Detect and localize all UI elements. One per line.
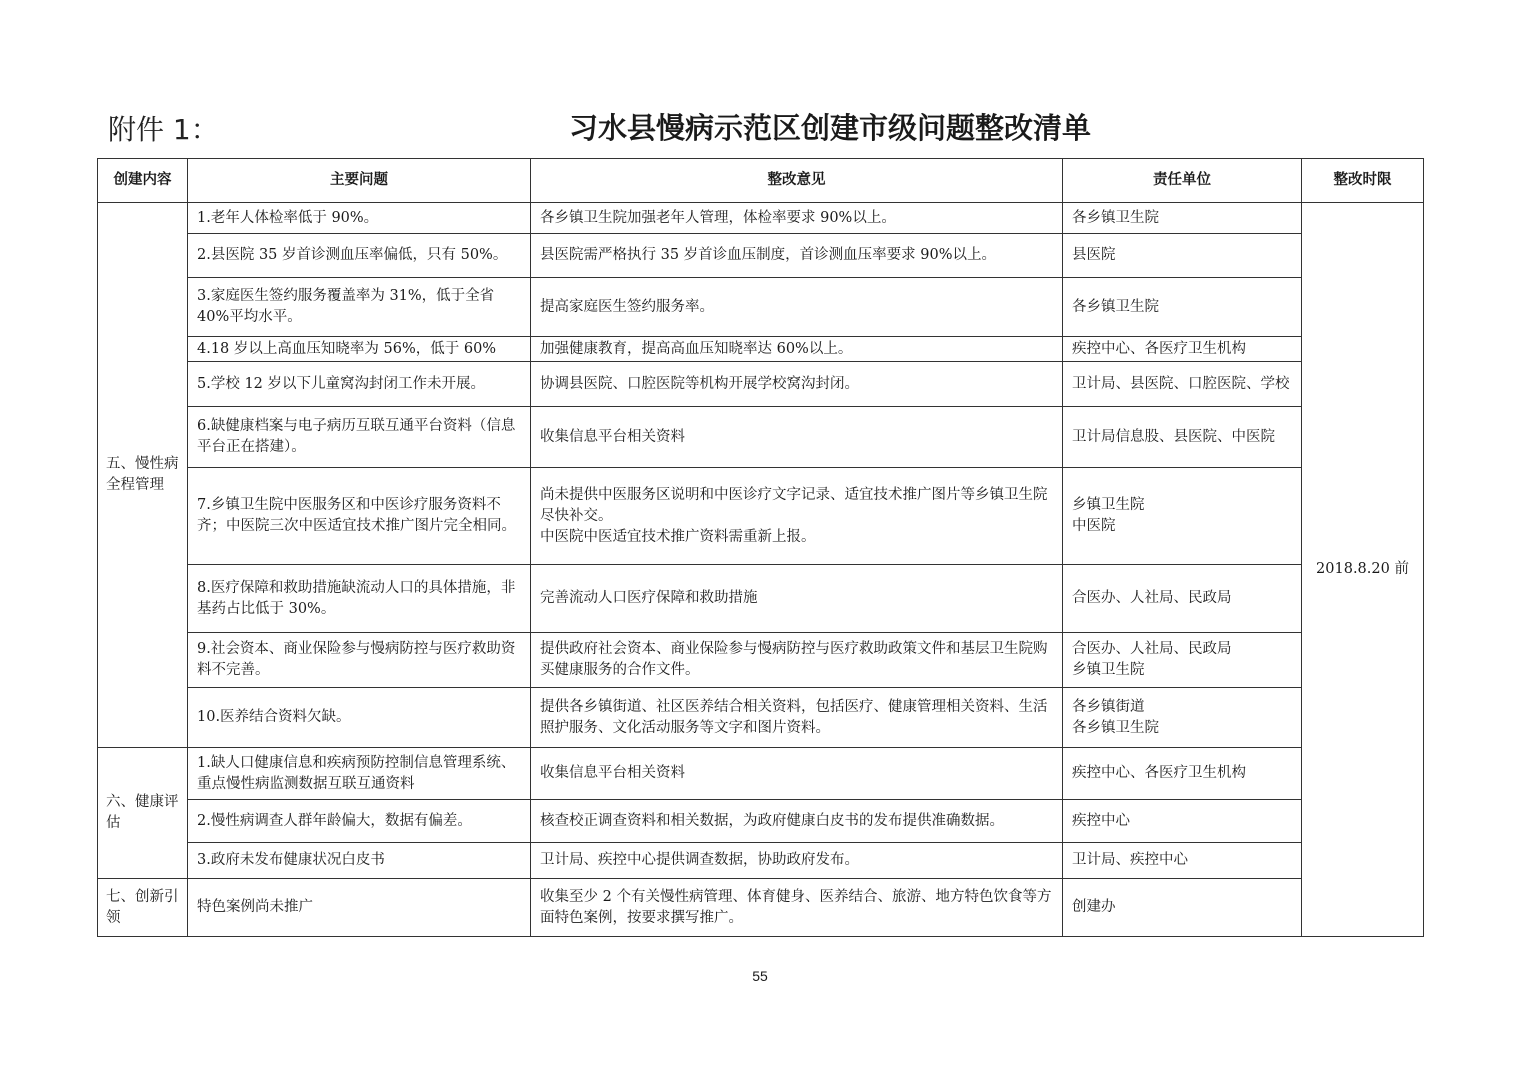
problem-cell: 3.政府未发布健康状况白皮书	[188, 843, 531, 879]
suggestion-cell: 核查校正调查资料和相关数据，为政府健康白皮书的发布提供准确数据。	[531, 800, 1063, 843]
unit-cell: 各乡镇卫生院	[1063, 203, 1302, 234]
header-suggestion: 整改意见	[531, 159, 1063, 203]
table-row	[98, 407, 1424, 468]
deadline-cell: 2018.8.20 前	[1302, 203, 1424, 937]
section-cell: 五、慢性病全程管理	[98, 203, 188, 748]
suggestion-cell: 卫计局、疾控中心提供调查数据，协助政府发布。	[531, 843, 1063, 879]
attachment-label: 附件 1：	[108, 113, 219, 146]
unit-line: 合医办、人社局、民政局	[1072, 641, 1232, 657]
unit-cell: 卫计局、疾控中心	[1063, 843, 1302, 879]
header-deadline: 整改时限	[1302, 159, 1424, 203]
unit-cell: 创建办	[1063, 879, 1302, 937]
suggestion-cell: 提高家庭医生签约服务率。	[531, 278, 1063, 337]
unit-cell	[1063, 468, 1302, 565]
unit-cell: 卫计局、县医院、口腔医院、学校	[1063, 362, 1302, 407]
table-row	[98, 468, 1424, 565]
unit-line: 乡镇卫生院	[1072, 497, 1145, 513]
problem-cell: 10.医养结合资料欠缺。	[188, 688, 531, 748]
unit-cell: 各乡镇卫生院	[1063, 278, 1302, 337]
table-row	[98, 748, 1424, 800]
suggestion-line: 尚未提供中医服务区说明和中医诊疗文字记录、适宜技术推广图片等乡镇卫生院尽快补交。	[540, 486, 1048, 524]
problem-cell: 8.医疗保障和救助措施缺流动人口的具体措施，非基药占比低于 30%。	[188, 565, 531, 633]
problem-cell: 3.家庭医生签约服务覆盖率为 31%，低于全省 40%平均水平。	[188, 278, 531, 337]
problem-cell: 1.缺人口健康信息和疾病预防控制信息管理系统、重点慢性病监测数据互联互通资料	[188, 748, 531, 800]
suggestion-cell: 协调县医院、口腔医院等机构开展学校窝沟封闭。	[531, 362, 1063, 407]
document-title: 习水县慢病示范区创建市级问题整改清单	[568, 111, 1091, 145]
unit-cell: 卫计局信息股、县医院、中医院	[1063, 407, 1302, 468]
problem-cell: 2.县医院 35 岁首诊测血压率偏低，只有 50%。	[188, 234, 531, 278]
unit-cell	[1063, 688, 1302, 748]
unit-line: 乡镇卫生院	[1072, 662, 1145, 678]
unit-cell: 合医办、人社局、民政局	[1063, 565, 1302, 633]
header-problem: 主要问题	[188, 159, 531, 203]
suggestion-cell: 提供各乡镇街道、社区医养结合相关资料，包括医疗、健康管理相关资料、生活照护服务、文化活动服务等文字和图片资料。	[531, 688, 1063, 748]
table-row	[98, 800, 1424, 843]
problem-cell: 9.社会资本、商业保险参与慢病防控与医疗救助资料不完善。	[188, 633, 531, 688]
suggestion-cell: 县医院需严格执行 35 岁首诊血压制度，首诊测血压率要求 90%以上。	[531, 234, 1063, 278]
problem-cell: 5.学校 12 岁以下儿童窝沟封闭工作未开展。	[188, 362, 531, 407]
header-unit: 责任单位	[1063, 159, 1302, 203]
unit-cell: 疾控中心、各医疗卫生机构	[1063, 337, 1302, 362]
section-cell: 六、健康评估	[98, 748, 188, 879]
problem-cell: 特色案例尚未推广	[188, 879, 531, 937]
header-content: 创建内容	[98, 159, 188, 203]
suggestion-cell: 收集信息平台相关资料	[531, 407, 1063, 468]
suggestion-cell: 完善流动人口医疗保障和救助措施	[531, 565, 1063, 633]
header-row	[98, 159, 1424, 203]
unit-line: 各乡镇卫生院	[1072, 719, 1159, 736]
table-row	[98, 879, 1424, 937]
unit-cell	[1063, 633, 1302, 688]
table-row	[98, 234, 1424, 278]
table-row	[98, 362, 1424, 407]
problem-cell: 6.缺健康档案与电子病历互联互通平台资料（信息平台正在搭建）。	[188, 407, 531, 468]
problem-cell: 4.18 岁以上高血压知晓率为 56%，低于 60%	[188, 337, 531, 362]
suggestion-line: 中医院中医适宜技术推广资料需重新上报。	[540, 528, 816, 545]
rectification-table	[97, 158, 1424, 937]
suggestion-cell	[531, 468, 1063, 565]
suggestion-cell: 各乡镇卫生院加强老年人管理，体检率要求 90%以上。	[531, 203, 1063, 234]
unit-cell: 县医院	[1063, 234, 1302, 278]
table-row	[98, 337, 1424, 362]
problem-cell: 2.慢性病调查人群年龄偏大，数据有偏差。	[188, 800, 531, 843]
suggestion-cell: 提供政府社会资本、商业保险参与慢病防控与医疗救助政策文件和基层卫生院购买健康服务的合作文件。	[531, 633, 1063, 688]
unit-line: 中医院	[1072, 518, 1116, 534]
page-number: 55	[752, 968, 768, 984]
table-row	[98, 688, 1424, 748]
suggestion-cell: 收集信息平台相关资料	[531, 748, 1063, 800]
suggestion-cell: 收集至少 2 个有关慢性病管理、体育健身、医养结合、旅游、地方特色饮食等方面特色案例，按要求撰写推广。	[531, 879, 1063, 937]
table-row	[98, 633, 1424, 688]
section-cell: 七、创新引领	[98, 879, 188, 937]
table-row	[98, 843, 1424, 879]
table-row	[98, 565, 1424, 633]
table-row	[98, 203, 1424, 234]
unit-cell: 疾控中心	[1063, 800, 1302, 843]
unit-cell: 疾控中心、各医疗卫生机构	[1063, 748, 1302, 800]
problem-cell: 1.老年人体检率低于 90%。	[188, 203, 531, 234]
suggestion-cell: 加强健康教育，提高高血压知晓率达 60%以上。	[531, 337, 1063, 362]
unit-line: 各乡镇街道	[1072, 698, 1145, 715]
table-row	[98, 278, 1424, 337]
problem-cell: 7.乡镇卫生院中医服务区和中医诊疗服务资料不齐；中医院三次中医适宜技术推广图片完全相同。	[188, 468, 531, 565]
